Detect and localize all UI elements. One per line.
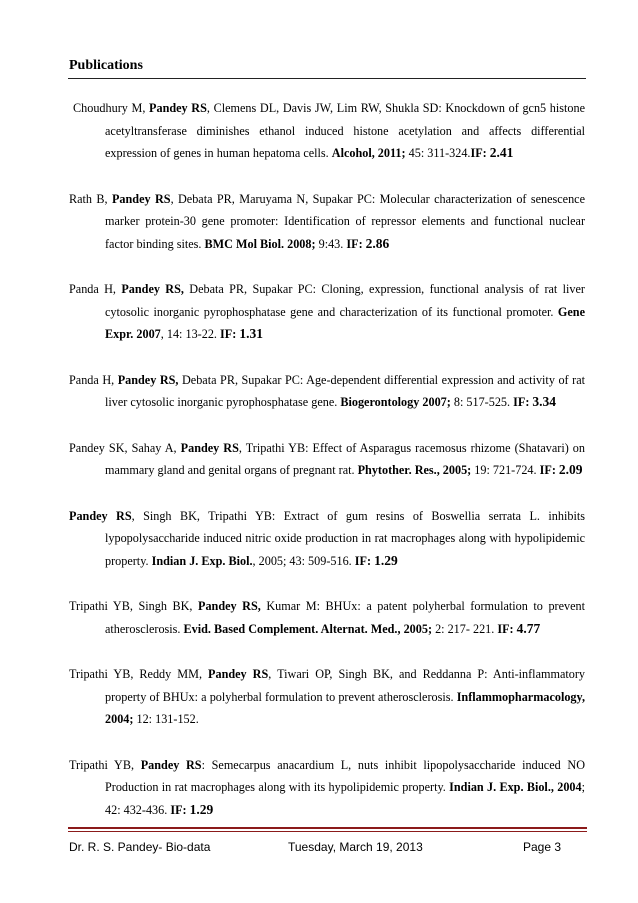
footer-divider-thin: [68, 831, 587, 832]
heading-divider: [68, 78, 586, 79]
author-highlight: Pandey RS: [69, 508, 132, 523]
volume-pages: , 2005; 43: 509-516.: [252, 553, 355, 568]
volume-pages: 45: 311-324.: [405, 146, 471, 160]
publication-entry: [69, 369, 585, 414]
author-highlight: Pandey RS,: [198, 599, 261, 613]
impact-factor-label: IF:: [513, 395, 533, 409]
publication-entry: [69, 663, 585, 731]
impact-factor-label: IF:: [346, 236, 366, 251]
journal: BMC Mol Biol. 2008;: [204, 236, 316, 251]
authors-title: , Tripathi YB: Effect of Asparagus racemosus rhizome (Shatavari) on mammary gland and genital organs of pregnant rat.: [105, 440, 585, 477]
publication-entry: [69, 437, 585, 482]
author-highlight: Pandey RS: [149, 101, 207, 115]
footer-author: Dr. R. S. Pandey- Bio-data: [69, 840, 211, 854]
footer-divider-thick: [68, 827, 587, 829]
impact-factor-value: 4.77: [516, 620, 541, 636]
author-highlight: Pandey RS,: [121, 282, 184, 296]
impact-factor-value: 2.41: [489, 145, 514, 160]
authors-title: , Debata PR, Maruyama N, Supakar PC: Molecular characterization of senescence marker protein-30 gene promoter: Identification of repressor elements and functional nuclear factor binding sites.: [105, 191, 585, 251]
volume-pages: 19: 721-724.: [471, 463, 540, 477]
authors-title: Kumar M: BHUx: a patent polyherbal formulation to prevent atherosclerosis.: [105, 599, 585, 636]
author-highlight: Pandey RS: [208, 667, 269, 681]
page-title: Publications: [69, 58, 143, 73]
authors-title: Debata PR, Supakar PC: Age-dependent differential expression and activity of rat liver cytosolic inorganic pyrophosphatase gene.: [105, 372, 585, 409]
author-highlight: Pandey RS: [111, 191, 171, 206]
volume-pages: ; 42: 432-436.: [105, 780, 585, 817]
publication-entry: [69, 754, 585, 822]
journal: Gene Expr. 2007: [105, 304, 585, 341]
journal: Evid. Based Complement. Alternat. Med., 2005;: [183, 621, 433, 636]
authors-before: Tripathi YB,: [69, 757, 141, 772]
impact-factor-label: IF:: [470, 146, 490, 160]
publication-entry: [69, 595, 585, 640]
journal: Indian J. Exp. Biol.: [151, 553, 253, 568]
impact-factor-label: IF:: [539, 463, 559, 477]
journal: Phytother. Res., 2005;: [357, 463, 472, 477]
authors-before: Panda H,: [69, 372, 118, 387]
authors-before: Rath B,: [69, 191, 112, 206]
authors-title: , Clemens DL, Davis JW, Lim RW, Shukla SD: Knockdown of gcn5 histone acetyltransferase diminishes ethanol induced histone acetylation and affects differential expression of genes in human hepatoma cells.: [105, 101, 585, 160]
impact-factor-label: IF:: [170, 802, 190, 817]
authors-title: , Tiwari OP, Singh BK, and Reddanna P: Anti-inflammatory property of BHUx: a polyherbal formulation to prevent atherosclerosis.: [105, 667, 585, 704]
authors-before: Tripathi YB, Reddy MM,: [69, 667, 209, 681]
volume-pages: 9:43.: [315, 236, 347, 251]
impact-factor-label: IF:: [220, 327, 240, 341]
authors-before: Choudhury M,: [73, 101, 150, 115]
volume-pages: 2: 217- 221.: [432, 621, 498, 636]
journal: Alcohol, 2011;: [331, 146, 406, 160]
publication-entry: [69, 97, 585, 165]
publication-list: [69, 97, 585, 844]
impact-factor-value: 2.09: [558, 462, 583, 477]
publication-entry: [69, 188, 585, 256]
impact-factor-value: 1.29: [189, 801, 214, 817]
footer-date: Tuesday, March 19, 2013: [288, 840, 423, 854]
volume-pages: 12: 131-152.: [133, 712, 199, 726]
author-highlight: Pandey RS: [180, 440, 239, 455]
authors-title: : Semecarpus anacardium L, nuts inhibit lipopolysaccharide induced NO Production in rat macrophages along with its hypolipidemic property.: [105, 757, 585, 794]
authors-before: Panda H,: [69, 282, 122, 296]
journal: Indian J. Exp. Biol., 2004: [449, 780, 582, 794]
journal: Biogerontology 2007;: [340, 395, 451, 409]
authors-before: Pandey SK, Sahay A,: [69, 440, 181, 455]
authors-before: Tripathi YB, Singh BK,: [69, 599, 199, 613]
impact-factor-value: 3.34: [532, 394, 557, 409]
author-highlight: Pandey RS,: [117, 372, 179, 387]
footer-page-number: Page 3: [523, 840, 562, 854]
impact-factor-label: IF:: [354, 553, 375, 568]
volume-pages: 8: 517-525.: [450, 395, 514, 409]
authors-title: , Singh BK, Tripathi YB: Extract of gum resins of Boswellia serrata L. inhibits lypopolysaccharide induced nitric oxide production in rat macrophages along with hypolipidemic property.: [105, 508, 585, 568]
author-highlight: Pandey RS: [140, 757, 202, 772]
publication-entry: [69, 278, 585, 346]
journal: Inflammopharmacology, 2004;: [105, 689, 585, 726]
volume-pages: , 14: 13-22.: [160, 327, 221, 341]
impact-factor-value: 1.31: [239, 326, 263, 341]
authors-title: Debata PR, Supakar PC: Cloning, expression, functional analysis of rat liver cytosolic inorganic pyrophosphatase gene and characterization of its functional promoter.: [105, 282, 585, 319]
publication-entry: [69, 505, 585, 573]
impact-factor-value: 2.86: [365, 235, 390, 251]
impact-factor-label: IF:: [497, 621, 517, 636]
impact-factor-value: 1.29: [374, 552, 398, 568]
